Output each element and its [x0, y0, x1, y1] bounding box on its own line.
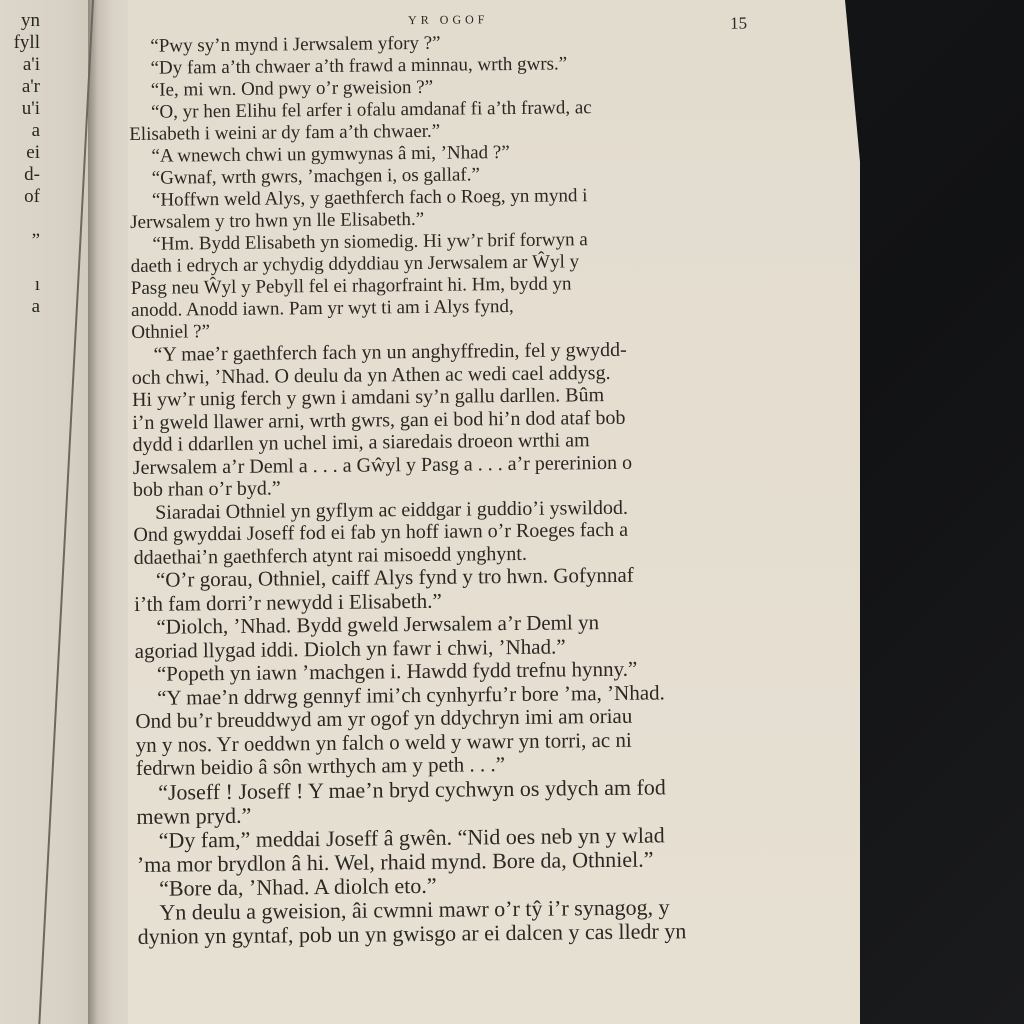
text-line: Siaradai Othniel yn gyflym ac eiddgar i guddio’i yswildod.	[155, 496, 628, 524]
paragraph	[131, 337, 833, 502]
text-line: Yn deulu a gweision, âi cwmni mawr o’r tŷ i’r synagog, y	[159, 893, 670, 925]
text-line: mewn pryd.”	[136, 802, 252, 829]
paragraph	[137, 821, 837, 876]
left-fragment: of	[24, 186, 40, 207]
paragraph	[137, 893, 837, 948]
text-line: “Bore da, ’Nhad. A diolch eto.”	[159, 872, 437, 901]
left-fragment: ”	[31, 230, 40, 251]
text-line: Hi yw’r unig ferch y gwn i amdani sy’n gallu darllen. Bûm	[131, 384, 605, 411]
book-gutter	[88, 0, 128, 1024]
chapter-title: YR OGOF	[408, 12, 489, 28]
left-fragment: d-	[24, 164, 40, 185]
paragraph	[130, 183, 830, 234]
text-line: “Diolch, ’Nhad. Bydd gweld Jerwsalem a’r Deml yn	[156, 610, 600, 639]
paragraph	[136, 773, 836, 828]
text-line: yn y nos. Yr oeddwn yn falch o weld y wawr yn torri, ac ni	[135, 727, 632, 757]
left-fragment: yn	[21, 10, 40, 31]
left-fragment	[0, 208, 40, 230]
text-line: bob rhan o’r byd.”	[132, 477, 281, 501]
text-line: dynion yn gyntaf, pob un yn gwisgo ar ei dalcen y cas lledr yn	[137, 917, 687, 949]
text-line: “Y mae’r gaethferch fach yn un anghyffredin, fel y gwydd-	[153, 338, 627, 366]
page-text-block	[128, 7, 838, 949]
left-fragment: ei	[26, 142, 40, 163]
left-fragment: a'i	[22, 54, 40, 75]
left-fragment: u'i	[21, 98, 40, 119]
text-line: i’th fam dorri’r newydd i Elisabeth.”	[134, 588, 442, 616]
text-line: “Dy fam,” meddai Joseff â gwên. “Nid oes neb yn y wlad	[158, 821, 665, 853]
page-number: 15	[730, 13, 748, 33]
text-line: anodd. Anodd iawn. Pam yr wyt ti am i Alys fynd,	[130, 295, 514, 321]
paragraph	[129, 95, 829, 146]
paragraph	[130, 227, 831, 344]
left-page-text-fragments	[0, 10, 40, 318]
text-line: Elisabeth i weini ar dy fam a’th chwaer.”	[129, 120, 441, 145]
text-line: “A wnewch chwi un gymwynas â mi, ’Nhad ?”	[151, 142, 510, 167]
text-line: Jerwsalem y tro hwn yn lle Elisabeth.”	[130, 208, 425, 233]
left-fragment: a'r	[21, 76, 40, 97]
text-line: “Ie, mi wn. Ond pwy o’r gweision ?”	[150, 76, 434, 101]
left-fragment: ı	[34, 274, 40, 295]
text-line: Ond bu’r breuddwyd am yr ogof yn ddychryn imi am oriau	[135, 703, 633, 733]
text-line: “O, yr hen Elihu fel arfer i ofalu amdanaf fi a’th frawd, ac	[150, 97, 592, 123]
text-line: “Dy fam a’th chwaer a’th frawd a minnau, wrth gwrs.”	[150, 53, 568, 79]
text-line: daeth i edrych ar ychydig ddyddiau yn Jerwsalem ar Ŵyl y	[130, 251, 580, 277]
text-line: “Gwnaf, wrth gwrs, ’machgen i, os gallaf.”	[151, 164, 480, 189]
text-line: “Hoffwn weld Alys, y gaethferch fach o Roeg, yn mynd i	[151, 185, 588, 211]
left-fragment: a	[31, 296, 40, 317]
text-line: Othniel ?”	[131, 321, 211, 343]
text-line: ddaethai’n gaethferch atynt rai misoedd ynghynt.	[133, 542, 527, 569]
text-line: dydd i ddarllen yn uchel imi, a siaredais droeon wrthi am	[132, 429, 590, 456]
text-line: “Hm. Bydd Elisabeth yn siomedig. Hi yw’r brif forwyn a	[152, 229, 588, 255]
text-line: agoriad llygad iddi. Diolch yn fawr i chwi, ’Nhad.”	[134, 633, 566, 663]
text-line: fedrwn beidio â sôn wrthych am y peth . . .”	[135, 752, 506, 780]
left-fragment: fyll	[13, 32, 40, 53]
paragraph	[133, 494, 834, 569]
text-line: och chwi, ’Nhad. O deulu da yn Athen ac wedi cael addysg.	[131, 361, 611, 389]
left-fragment	[0, 252, 40, 274]
text-line: “Joseff ! Joseff ! Y mae’n bryd cychwyn os ydych am fod	[158, 773, 666, 805]
text-line: ’ma mor brydlon â hi. Wel, rhaid mynd. Bore da, Othniel.”	[136, 846, 654, 877]
text-line: Ond gwyddai Joseff fod ei fab yn hoff iawn o’r Roeges fach a	[133, 518, 629, 546]
text-line: Jerwsalem a’r Deml a . . . a Gŵyl y Pasg a . . . a’r pererinion o	[132, 451, 633, 479]
text-line: “Y mae’n ddrwg gennyf imi’ch cynhyrfu’r bore ’ma, ’Nhad.	[157, 679, 665, 710]
paragraph	[134, 562, 834, 616]
text-line: “O’r gorau, Othniel, caiff Alys fynd y tro hwn. Gofynnaf	[155, 562, 634, 592]
paragraph	[135, 679, 836, 780]
left-fragment: a	[31, 120, 40, 141]
paragraph	[134, 609, 834, 663]
text-line: i’n gweld llawer arni, wrth gwrs, gan ei bod hi’n dod ataf bob	[132, 406, 626, 434]
text-line: “Pwy sy’n mynd i Jerwsalem yfory ?”	[150, 32, 441, 57]
text-line: Pasg neu Ŵyl y Pebyll fel ei rhagorfraint hi. Hm, bydd yn	[130, 273, 572, 299]
text-line: “Popeth yn iawn ’machgen i. Hawdd fydd trefnu hynny.”	[156, 656, 638, 686]
